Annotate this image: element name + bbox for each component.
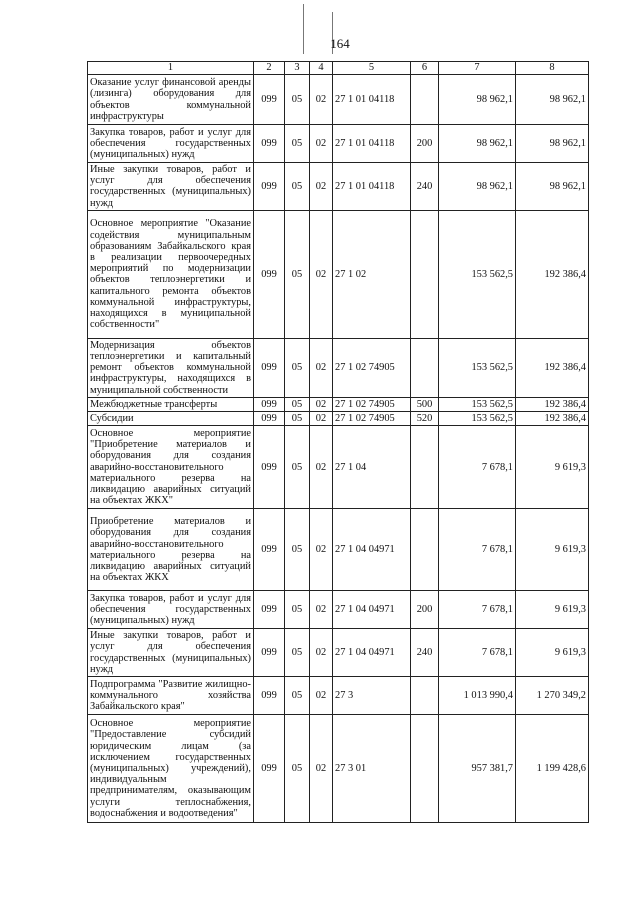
subsection-code-cell: 02	[310, 412, 333, 426]
table-row	[88, 629, 589, 677]
section-code-cell: 05	[285, 125, 310, 163]
ministry-code-cell: 099	[254, 125, 285, 163]
table-row	[88, 412, 589, 426]
column-number: 8	[516, 62, 589, 75]
expense-type-cell: 200	[411, 125, 439, 163]
row-name-cell: Закупка товаров, работ и услуг для обеспечения государственных (муниципальных) нужд	[88, 125, 254, 163]
table-row	[88, 125, 589, 163]
column-number: 6	[411, 62, 439, 75]
amount-year-2-cell: 1 199 428,6	[516, 715, 589, 823]
amount-year-2-cell: 192 386,4	[516, 338, 589, 397]
row-name-cell: Межбюджетные трансферты	[88, 397, 254, 411]
target-article-cell: 27 1 02	[333, 210, 411, 338]
row-name-cell: Основное мероприятие "Оказание содействия муниципальным образованиям Забайкальского края в реализации первоочередных мероприятий по модернизации объектов теплоэнергетики и капитального ремонта объектов коммунальной инфраструктуры, находящихся в муниципальной собственности"	[88, 210, 254, 338]
amount-year-1-cell: 7 678,1	[439, 591, 516, 629]
expense-type-cell	[411, 426, 439, 509]
amount-year-2-cell: 98 962,1	[516, 75, 589, 125]
section-code-cell: 05	[285, 163, 310, 211]
subsection-code-cell: 02	[310, 338, 333, 397]
section-code-cell: 05	[285, 715, 310, 823]
amount-year-2-cell: 9 619,3	[516, 509, 589, 591]
amount-year-2-cell: 98 962,1	[516, 125, 589, 163]
ministry-code-cell: 099	[254, 509, 285, 591]
ministry-code-cell: 099	[254, 163, 285, 211]
target-article-cell: 27 1 02 74905	[333, 338, 411, 397]
amount-year-1-cell: 98 962,1	[439, 75, 516, 125]
target-article-cell: 27 1 04 04971	[333, 591, 411, 629]
expense-type-cell: 240	[411, 163, 439, 211]
table-row	[88, 591, 589, 629]
subsection-code-cell: 02	[310, 591, 333, 629]
amount-year-1-cell: 153 562,5	[439, 210, 516, 338]
target-article-cell: 27 3 01	[333, 715, 411, 823]
target-article-cell: 27 1 04 04971	[333, 629, 411, 677]
amount-year-2-cell: 9 619,3	[516, 629, 589, 677]
row-name-cell: Оказание услуг финансовой аренды (лизинга) оборудования для объектов коммунальной инфраструктуры	[88, 75, 254, 125]
amount-year-2-cell: 192 386,4	[516, 210, 589, 338]
amount-year-1-cell: 153 562,5	[439, 412, 516, 426]
section-code-cell: 05	[285, 338, 310, 397]
section-code-cell: 05	[285, 509, 310, 591]
target-article-cell: 27 1 04 04971	[333, 509, 411, 591]
target-article-cell: 27 1 01 04118	[333, 75, 411, 125]
subsection-code-cell: 02	[310, 509, 333, 591]
table-row	[88, 426, 589, 509]
column-number: 2	[254, 62, 285, 75]
section-code-cell: 05	[285, 397, 310, 411]
row-name-cell: Закупка товаров, работ и услуг для обеспечения государственных (муниципальных) нужд	[88, 591, 254, 629]
ministry-code-cell: 099	[254, 715, 285, 823]
ministry-code-cell: 099	[254, 426, 285, 509]
subsection-code-cell: 02	[310, 677, 333, 715]
expense-type-cell	[411, 210, 439, 338]
amount-year-1-cell: 153 562,5	[439, 397, 516, 411]
column-number: 1	[88, 62, 254, 75]
row-name-cell: Основное мероприятие "Предоставление субсидий юридическим лицам (за исключением государственных (муниципальных) учреждений), индивидуальным предпринимателям, оказывающим услуги теплоснабжения, водоснабжения и водоотведения"	[88, 715, 254, 823]
amount-year-2-cell: 9 619,3	[516, 591, 589, 629]
table-row	[88, 509, 589, 591]
subsection-code-cell: 02	[310, 629, 333, 677]
subsection-code-cell: 02	[310, 75, 333, 125]
expense-type-cell	[411, 338, 439, 397]
ministry-code-cell: 099	[254, 677, 285, 715]
column-number: 4	[310, 62, 333, 75]
section-code-cell: 05	[285, 426, 310, 509]
subsection-code-cell: 02	[310, 163, 333, 211]
row-name-cell: Основное мероприятие "Приобретение материалов и оборудования для создания аварийно-восстановительного материального резерва на ликвидацию аварийных ситуаций на объектах ЖКХ"	[88, 426, 254, 509]
expense-type-cell	[411, 509, 439, 591]
amount-year-2-cell: 98 962,1	[516, 163, 589, 211]
expense-type-cell	[411, 75, 439, 125]
page-number: 164	[330, 36, 350, 51]
ministry-code-cell: 099	[254, 338, 285, 397]
amount-year-1-cell: 957 381,7	[439, 715, 516, 823]
ministry-code-cell: 099	[254, 397, 285, 411]
amount-year-1-cell: 98 962,1	[439, 125, 516, 163]
amount-year-2-cell: 192 386,4	[516, 397, 589, 411]
ministry-code-cell: 099	[254, 210, 285, 338]
target-article-cell: 27 1 01 04118	[333, 163, 411, 211]
row-name-cell: Приобретение материалов и оборудования для создания аварийно-восстановительного материального резерва на ликвидацию аварийных ситуаций на объектах ЖКХ	[88, 509, 254, 591]
target-article-cell: 27 1 01 04118	[333, 125, 411, 163]
expense-type-cell: 500	[411, 397, 439, 411]
expense-type-cell	[411, 715, 439, 823]
section-code-cell: 05	[285, 629, 310, 677]
section-code-cell: 05	[285, 412, 310, 426]
section-code-cell: 05	[285, 591, 310, 629]
ministry-code-cell: 099	[254, 591, 285, 629]
subsection-code-cell: 02	[310, 125, 333, 163]
target-article-cell: 27 3	[333, 677, 411, 715]
ministry-code-cell: 099	[254, 412, 285, 426]
amount-year-2-cell: 1 270 349,2	[516, 677, 589, 715]
column-number: 5	[333, 62, 411, 75]
target-article-cell: 27 1 04	[333, 426, 411, 509]
target-article-cell: 27 1 02 74905	[333, 412, 411, 426]
amount-year-1-cell: 153 562,5	[439, 338, 516, 397]
amount-year-1-cell: 7 678,1	[439, 629, 516, 677]
subsection-code-cell: 02	[310, 397, 333, 411]
ministry-code-cell: 099	[254, 629, 285, 677]
row-name-cell: Субсидии	[88, 412, 254, 426]
amount-year-1-cell: 1 013 990,4	[439, 677, 516, 715]
expense-type-cell: 240	[411, 629, 439, 677]
table-row	[88, 397, 589, 411]
column-number: 3	[285, 62, 310, 75]
ministry-code-cell: 099	[254, 75, 285, 125]
table-row	[88, 210, 589, 338]
row-name-cell: Иные закупки товаров, работ и услуг для обеспечения государственных (муниципальных) нужд	[88, 163, 254, 211]
section-code-cell: 05	[285, 210, 310, 338]
table-row	[88, 75, 589, 125]
amount-year-1-cell: 7 678,1	[439, 509, 516, 591]
subsection-code-cell: 02	[310, 426, 333, 509]
column-number-row	[88, 62, 589, 75]
expense-type-cell: 520	[411, 412, 439, 426]
target-article-cell: 27 1 02 74905	[333, 397, 411, 411]
amount-year-1-cell: 7 678,1	[439, 426, 516, 509]
row-name-cell: Модернизация объектов теплоэнергетики и капитальный ремонт объектов коммунальной инфраструктуры, находящихся в муниципальной собственности	[88, 338, 254, 397]
table-row	[88, 338, 589, 397]
row-name-cell: Иные закупки товаров, работ и услуг для обеспечения государственных (муниципальных) нужд	[88, 629, 254, 677]
subsection-code-cell: 02	[310, 715, 333, 823]
table-row	[88, 715, 589, 823]
subsection-code-cell: 02	[310, 210, 333, 338]
expense-type-cell	[411, 677, 439, 715]
table-row	[88, 163, 589, 211]
section-code-cell: 05	[285, 677, 310, 715]
table-row	[88, 677, 589, 715]
column-number: 7	[439, 62, 516, 75]
amount-year-2-cell: 192 386,4	[516, 412, 589, 426]
amount-year-2-cell: 9 619,3	[516, 426, 589, 509]
row-name-cell: Подпрограмма "Развитие жилищно-коммунального хозяйства Забайкальского края"	[88, 677, 254, 715]
budget-table	[87, 61, 589, 823]
section-code-cell: 05	[285, 75, 310, 125]
expense-type-cell: 200	[411, 591, 439, 629]
amount-year-1-cell: 98 962,1	[439, 163, 516, 211]
table-body	[88, 62, 589, 823]
